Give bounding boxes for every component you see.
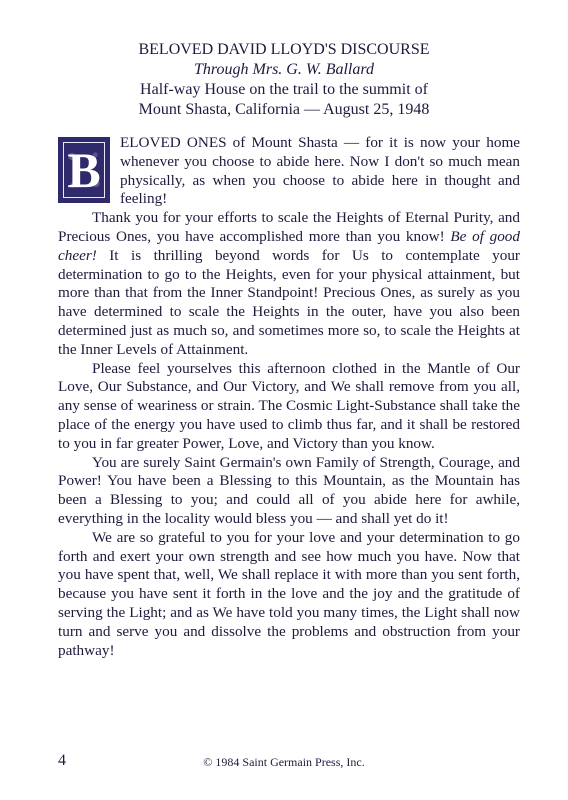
paragraph-5: We are so grateful to you for your love and your determination to go forth and exert your own strength and see how much you have. Now that you have spent that, well, We shall replace it with more than you sent forth, because you have sent it forth in the love and the joy and the gratitude of serving the Light; and as We have told you many times, the Light shall now turn and serve you and dissolve the problems and obstruction from your pathway!: [58, 528, 520, 659]
drop-cap-frame: [63, 142, 105, 198]
discourse-place-date: Mount Shasta, California — August 25, 1948: [138, 101, 430, 118]
discourse-body: [58, 134, 520, 660]
page-footer: [0, 752, 568, 772]
page-number: 4: [58, 752, 66, 769]
drop-cap-ornament: [58, 137, 110, 203]
paragraph-1-text: ELOVED ONES of Mount Shasta — for it is now your home whenever you choose to abide here. Now I don't so much mean physically, as when you choose to abide here in thought and feeling!: [120, 134, 520, 208]
drop-cap-letter: B: [67, 142, 101, 198]
paragraph-2-text-a: Thank you for your efforts to scale the Heights of Eternal Purity, and Precious Ones, you have accomplished more than you know!: [58, 209, 520, 245]
paragraph-2-text-b: It is thrilling beyond words for Us to contemplate your determination to go to the Heights, even for your physical attainment, but more than that from the Inner Standpoint! Precious Ones, as surely as you have determined to scale the Heights in the outer, have you also been determined just as much so, and sometimes more so, to scale the Heights at the Inner Levels of Attainment.: [58, 246, 520, 358]
copyright-notice: © 1984 Saint Germain Press, Inc.: [203, 755, 365, 769]
discourse-title: BELOVED DAVID LLOYD'S DISCOURSE: [138, 41, 430, 58]
discourse-location: Half-way House on the trail to the summit of: [140, 81, 428, 98]
paragraph-2: [58, 209, 520, 359]
discourse-header: [0, 40, 568, 120]
paragraph-3: Please feel yourselves this afternoon clothed in the Mantle of Our Love, Our Substance, and Our Victory, and We shall remove from you all, any sense of weariness or strain. The Cosmic Light-Substance shall take the place of the energy you have used to climb thus far, and it shall be restored to you in far greater Power, Love, and Victory than you know.: [58, 359, 520, 452]
paragraph-1: [58, 134, 520, 209]
paragraph-4: You are surely Saint Germain's own Family of Strength, Courage, and Power! You have been a Blessing to this Mountain, as the Mountain has been a Blessing to you; and could all of you abide here for awhile, everything in the locality would bless you — and shall yet do it!: [58, 453, 520, 527]
discourse-through: Through Mrs. G. W. Ballard: [193, 61, 375, 78]
paragraph-2-emphasis: Be of good cheer!: [58, 227, 520, 264]
